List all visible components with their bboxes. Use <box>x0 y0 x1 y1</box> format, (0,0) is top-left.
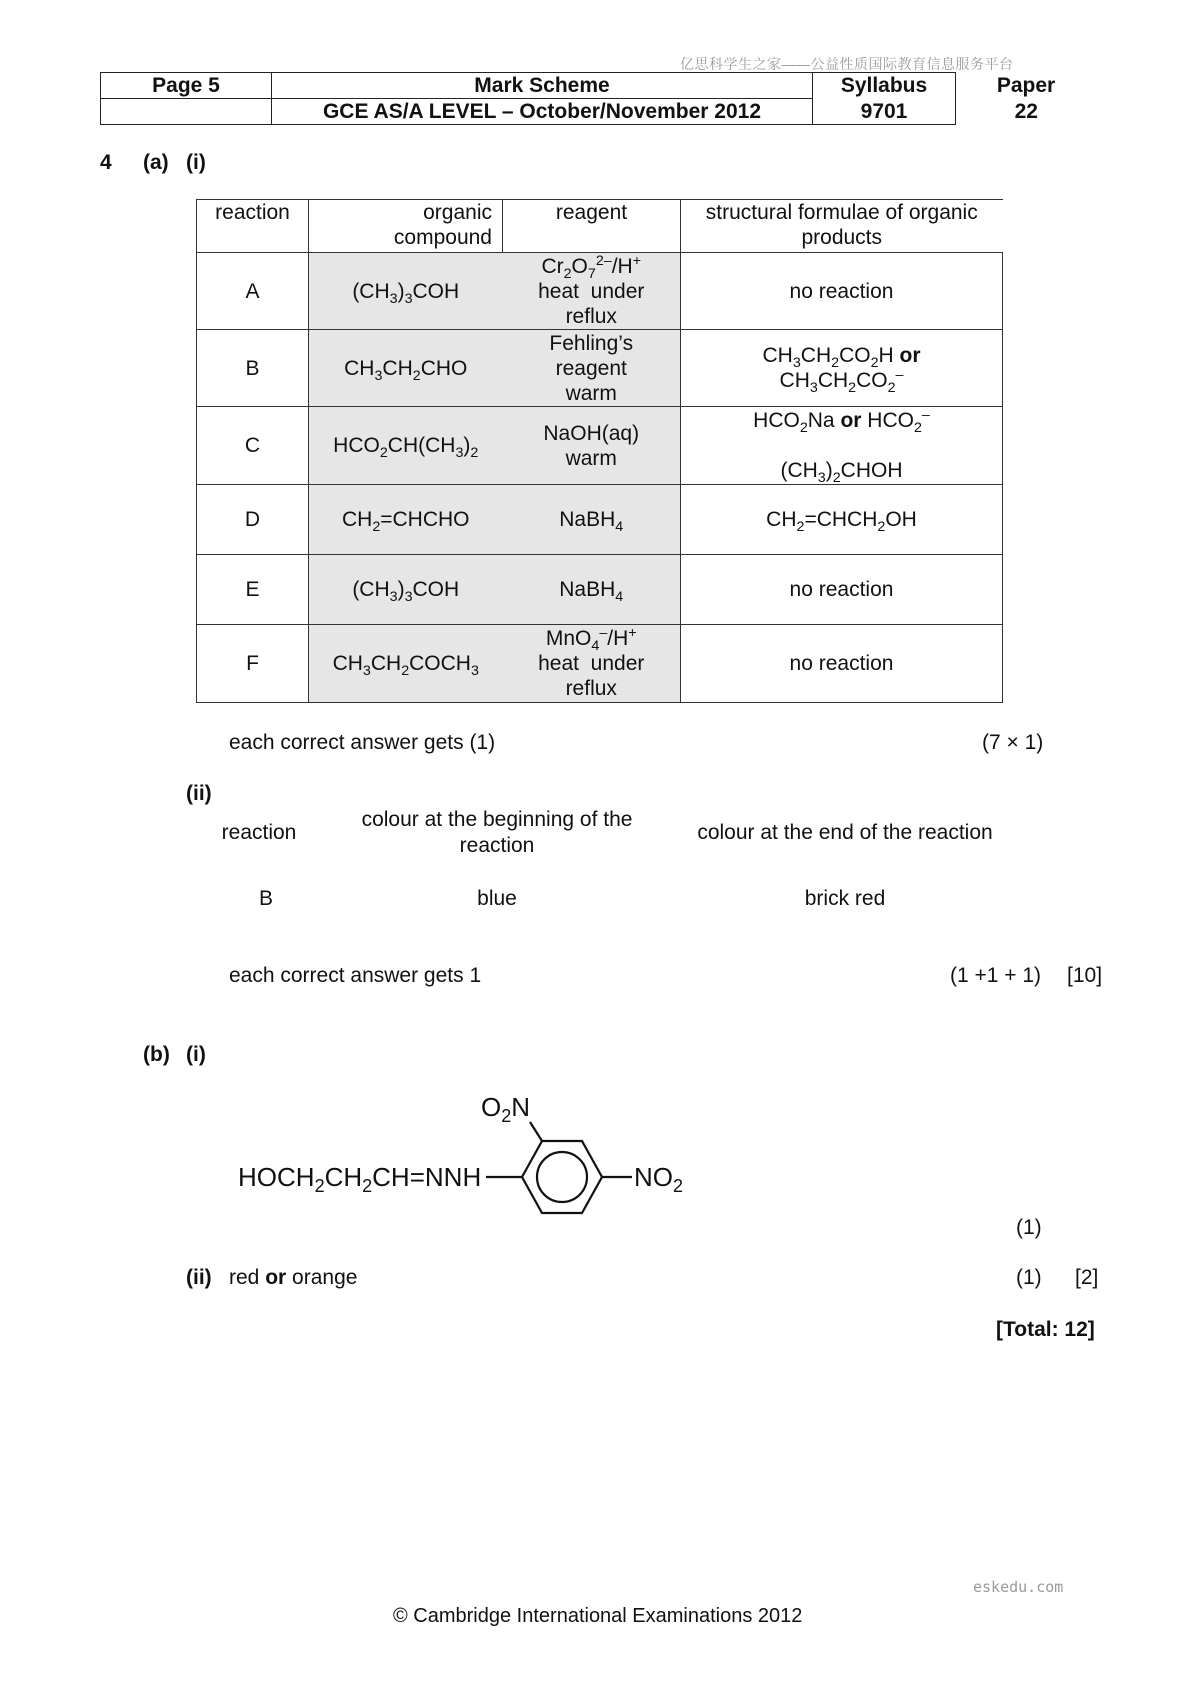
part-b-label: (b) <box>143 1043 170 1066</box>
col-header-products: structural formulae of organic products <box>681 200 1003 253</box>
header-syllabus-label: Syllabus <box>813 73 956 99</box>
col-header-organic-compound: organic compound <box>309 200 503 253</box>
question-total: [Total: 12] <box>996 1318 1095 1341</box>
top-group-label: $O_2N$ <box>481 1092 531 1126</box>
row-f-products: no reaction <box>681 625 1003 703</box>
row-c-compound: $HCO_2CH(CH_3)_2$ <box>309 407 503 485</box>
row-c-products: $HCO_2Na$ or $HCO_2^-$ $(CH_3)_2CHOH$ <box>681 407 1003 485</box>
reactions-table <box>196 199 1003 703</box>
row-f-compound: $CH_3CH_2COCH_3$ <box>309 625 503 703</box>
row-d-reaction: D <box>197 485 309 555</box>
a-ii-note: each correct answer gets 1 <box>229 964 482 987</box>
part-a-ii-label: (ii) <box>186 782 212 805</box>
part-b-i-label: (i) <box>186 1043 206 1066</box>
b-ii-or: or <box>265 1266 287 1289</box>
header-table <box>100 72 1097 125</box>
colour-row-begin: blue <box>477 887 517 910</box>
row-e-compound: $(CH_3)_3COH$ <box>309 555 503 625</box>
row-e-reaction: E <box>197 555 309 625</box>
footer-copyright: © Cambridge International Examinations 2012 <box>393 1605 803 1627</box>
row-b-reagent: Fehling’s reagent warm <box>503 330 681 407</box>
row-b-products: $CH_3CH_2CO_2H$ or $CH_3CH_2CO_2^-$ <box>681 330 1003 407</box>
header-paper-label: Paper <box>996 74 1056 97</box>
part-b-ii-label: (ii) <box>186 1266 212 1289</box>
question-number: 4 <box>100 151 112 174</box>
colour-col-begin: colour at the beginning of the reaction <box>361 808 633 857</box>
row-c-reagent: NaOH(aq) warm <box>503 407 681 485</box>
b-ii-answer <box>229 1266 357 1290</box>
header-paper-number: 22 <box>1014 100 1038 123</box>
row-e-reagent: NaBH$_4$ <box>503 555 681 625</box>
row-a-compound: $(CH_3)_3COH$ <box>309 253 503 330</box>
row-f-reagent: MnO$_4$–/H+ heat under reflux <box>503 625 681 703</box>
a-ii-marks: (1 +1 + 1) <box>950 964 1042 987</box>
watermark-top: 亿思科学生之家——公益性质国际教育信息服务平台 <box>680 56 1014 72</box>
benzene-ring <box>486 1122 632 1213</box>
table-row <box>197 625 1003 703</box>
header-blank <box>101 99 272 125</box>
row-b-compound: $CH_3CH_2CHO$ <box>309 330 503 407</box>
row-d-compound: $CH_2=CHCHO$ <box>309 485 503 555</box>
a-i-note: each correct answer gets (1) <box>229 731 496 754</box>
part-a-i-label: (i) <box>186 151 206 174</box>
chain-label: $HOCH_2CH_2CH=NNH$ <box>238 1162 482 1196</box>
part-a-label: (a) <box>143 151 169 174</box>
b-i-marks: (1) <box>1016 1216 1042 1239</box>
b-ii-answer-a: red <box>229 1266 260 1289</box>
header-title: Mark Scheme <box>272 73 813 99</box>
colour-table <box>204 806 1010 938</box>
a-i-marks: (7 × 1) <box>982 731 1044 754</box>
table-row <box>197 485 1003 555</box>
header-syllabus-code: 9701 <box>813 99 956 125</box>
row-a-products: no reaction <box>681 253 1003 330</box>
col-header-reaction: reaction <box>197 200 309 253</box>
row-c-reaction: C <box>197 407 309 485</box>
right-group-label: $NO_2$ <box>634 1162 684 1196</box>
colour-row-end: brick red <box>804 887 886 910</box>
hydrazone-structure <box>230 1080 700 1230</box>
row-f-reaction: F <box>197 625 309 703</box>
row-a-reaction: A <box>197 253 309 330</box>
table-row <box>197 407 1003 485</box>
b-ii-marks: (1) <box>1016 1266 1042 1289</box>
row-a-reagent: $Cr_2O_7^{2-}/H^+$ heat under reflux <box>503 253 681 330</box>
b-total: [2] <box>1075 1266 1099 1289</box>
colour-col-reaction: reaction <box>221 821 297 844</box>
table-row <box>197 253 1003 330</box>
row-e-products: no reaction <box>681 555 1003 625</box>
table-row <box>197 330 1003 407</box>
col-header-reagent: reagent <box>503 200 681 253</box>
b-ii-answer-b: orange <box>292 1266 358 1289</box>
header-subtitle: GCE AS/A LEVEL – October/November 2012 <box>272 99 813 125</box>
row-d-reagent: NaBH$_4$ <box>503 485 681 555</box>
row-b-reaction: B <box>197 330 309 407</box>
watermark-bottom: eskedu.com <box>973 1578 1064 1596</box>
colour-row-reaction: B <box>258 887 273 910</box>
header-page: Page 5 <box>101 73 272 99</box>
table-row <box>197 555 1003 625</box>
a-total: [10] <box>1067 964 1103 987</box>
colour-col-end: colour at the end of the reaction <box>697 821 993 844</box>
row-d-products: $CH_2=CHCH_2OH$ <box>681 485 1003 555</box>
